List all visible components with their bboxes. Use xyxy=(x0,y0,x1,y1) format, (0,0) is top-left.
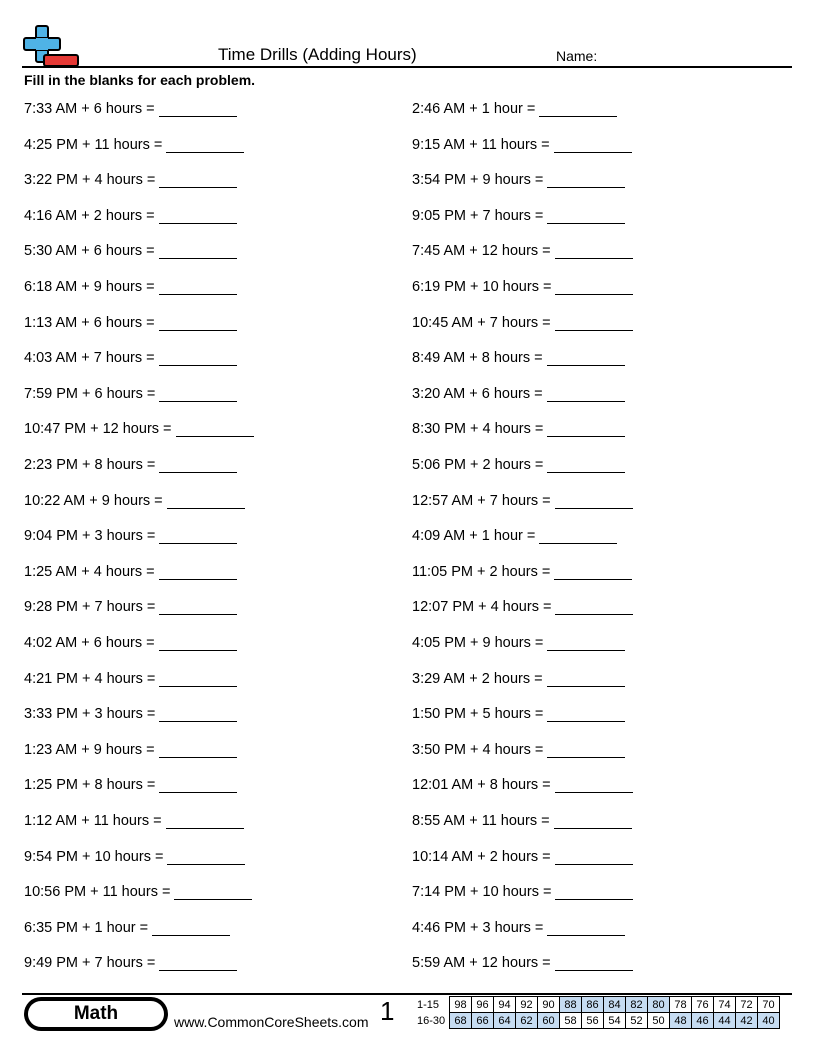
answer-blank[interactable] xyxy=(167,850,245,865)
answer-blank[interactable] xyxy=(547,707,625,722)
problem-item xyxy=(412,101,617,117)
score-cell: 78 xyxy=(670,997,692,1013)
answer-blank[interactable] xyxy=(159,529,237,544)
answer-blank[interactable] xyxy=(159,244,237,259)
problem-text: 11:05 PM + 2 hours = xyxy=(412,563,551,580)
problem-text: 6:35 PM + 1 hour = xyxy=(24,919,149,936)
problem-item xyxy=(24,421,254,437)
problem-text: 5:06 PM + 2 hours = xyxy=(412,457,544,473)
score-cell: 92 xyxy=(516,997,538,1013)
answer-blank[interactable] xyxy=(167,494,245,509)
answer-blank[interactable] xyxy=(547,422,625,437)
problem-item xyxy=(24,777,237,793)
problem-item xyxy=(412,742,625,758)
problem-text: 10:45 AM + 7 hours = xyxy=(412,314,551,331)
problem-item xyxy=(412,777,633,793)
score-cell: 46 xyxy=(692,1013,714,1029)
score-row-label: 16-30 xyxy=(417,1014,446,1027)
answer-blank[interactable] xyxy=(555,778,633,793)
problem-item xyxy=(412,243,633,259)
answer-blank[interactable] xyxy=(159,707,237,722)
problem-item xyxy=(24,884,252,900)
problem-text: 1:12 AM + 11 hours = xyxy=(24,813,162,829)
problem-text: 12:01 AM + 8 hours = xyxy=(412,777,551,794)
problem-text: 3:22 PM + 4 hours = xyxy=(24,172,156,189)
answer-blank[interactable] xyxy=(555,244,633,259)
score-cell: 80 xyxy=(648,997,670,1013)
answer-blank[interactable] xyxy=(159,743,237,758)
problem-item xyxy=(24,279,237,295)
score-cell: 66 xyxy=(472,1013,494,1029)
problem-text: 6:19 PM + 10 hours = xyxy=(412,279,552,295)
score-cell: 74 xyxy=(714,997,736,1013)
score-cell: 42 xyxy=(736,1013,758,1029)
problem-item xyxy=(24,493,245,509)
name-label: Name: xyxy=(556,48,598,64)
problem-text: 2:46 AM + 1 hour = xyxy=(412,101,536,117)
problem-text: 3:20 AM + 6 hours = xyxy=(412,385,543,402)
problem-text: 12:07 PM + 4 hours = xyxy=(412,599,552,616)
problem-item xyxy=(24,137,244,153)
score-cell: 54 xyxy=(604,1013,626,1029)
problem-text: 8:30 PM + 4 hours = xyxy=(412,421,544,438)
answer-blank[interactable] xyxy=(159,209,237,224)
answer-blank[interactable] xyxy=(554,138,632,153)
problem-text: 5:59 AM + 12 hours = xyxy=(412,955,551,972)
instructions: Fill in the blanks for each problem. xyxy=(24,72,256,88)
answer-blank[interactable] xyxy=(547,387,625,402)
problem-item xyxy=(24,955,237,971)
problem-item xyxy=(412,493,633,509)
problem-text: 1:50 PM + 5 hours = xyxy=(412,706,544,723)
problem-text: 5:30 AM + 6 hours = xyxy=(24,243,155,260)
problem-item xyxy=(24,101,237,117)
problem-text: 8:55 AM + 11 hours = xyxy=(412,813,550,829)
score-row xyxy=(417,1013,780,1029)
problem-item xyxy=(24,172,237,188)
score-cell: 86 xyxy=(582,997,604,1013)
problem-item xyxy=(412,671,625,687)
problem-text: 7:14 PM + 10 hours = xyxy=(412,884,552,901)
problem-item xyxy=(412,920,625,936)
problem-item xyxy=(24,706,237,722)
problem-text: 7:45 AM + 12 hours = xyxy=(412,243,551,260)
problem-item xyxy=(412,564,632,580)
score-cell: 56 xyxy=(582,1013,604,1029)
problem-text: 10:56 PM + 11 hours = xyxy=(24,884,171,901)
problem-item xyxy=(412,706,625,722)
problem-text: 4:21 PM + 4 hours = xyxy=(24,670,156,687)
answer-blank[interactable] xyxy=(159,458,237,473)
score-row xyxy=(417,997,780,1013)
problem-item xyxy=(24,671,237,687)
problem-item xyxy=(412,884,633,900)
problem-text: 10:22 AM + 9 hours = xyxy=(24,492,163,509)
problem-text: 3:29 AM + 2 hours = xyxy=(412,670,543,687)
score-cell: 52 xyxy=(626,1013,648,1029)
problem-item xyxy=(412,208,625,224)
problem-text: 9:49 PM + 7 hours = xyxy=(24,955,156,972)
website-url: www.CommonCoreSheets.com xyxy=(174,1014,369,1030)
score-cell: 84 xyxy=(604,997,626,1013)
answer-blank[interactable] xyxy=(159,387,237,402)
problem-text: 2:23 PM + 8 hours = xyxy=(24,457,156,473)
score-cell: 58 xyxy=(560,1013,582,1029)
problem-item xyxy=(24,813,244,829)
problem-item xyxy=(24,457,237,473)
score-cell: 72 xyxy=(736,997,758,1013)
answer-blank[interactable] xyxy=(539,529,617,544)
score-cell: 68 xyxy=(450,1013,472,1029)
answer-blank[interactable] xyxy=(555,850,633,865)
score-cell: 62 xyxy=(516,1013,538,1029)
problem-text: 3:50 PM + 4 hours = xyxy=(412,741,544,758)
subject-badge xyxy=(24,997,168,1031)
score-cell: 60 xyxy=(538,1013,560,1029)
answer-blank[interactable] xyxy=(174,885,252,900)
problem-item xyxy=(24,920,230,936)
problem-item xyxy=(412,386,625,402)
score-cell: 96 xyxy=(472,997,494,1013)
problem-text: 4:09 AM + 1 hour = xyxy=(412,528,536,545)
answer-blank[interactable] xyxy=(554,814,632,829)
subject-label: Math xyxy=(28,1001,164,1027)
score-table xyxy=(417,996,780,1029)
problem-text: 7:59 PM + 6 hours = xyxy=(24,385,156,402)
answer-blank[interactable] xyxy=(547,672,625,687)
score-cell: 48 xyxy=(670,1013,692,1029)
problem-text: 3:33 PM + 3 hours = xyxy=(24,706,156,723)
answer-blank[interactable] xyxy=(547,173,625,188)
problem-item xyxy=(412,599,633,615)
problem-item xyxy=(412,350,625,366)
problem-text: 4:46 PM + 3 hours = xyxy=(412,919,544,936)
problem-text: 4:03 AM + 7 hours = xyxy=(24,350,155,367)
score-cell: 70 xyxy=(758,997,780,1013)
problem-item xyxy=(412,849,633,865)
answer-blank[interactable] xyxy=(547,743,625,758)
problem-item xyxy=(24,742,237,758)
problem-item xyxy=(24,564,237,580)
problem-text: 9:05 PM + 7 hours = xyxy=(412,207,544,224)
problem-item xyxy=(24,208,237,224)
answer-blank[interactable] xyxy=(159,351,237,366)
footer-divider xyxy=(22,993,792,995)
answer-blank[interactable] xyxy=(159,956,237,971)
score-cell: 64 xyxy=(494,1013,516,1029)
answer-blank[interactable] xyxy=(159,316,237,331)
answer-blank[interactable] xyxy=(159,778,237,793)
problem-text: 9:54 PM + 10 hours = xyxy=(24,848,164,865)
problem-text: 9:04 PM + 3 hours = xyxy=(24,528,156,545)
answer-blank[interactable] xyxy=(555,600,633,615)
answer-blank[interactable] xyxy=(547,458,625,473)
score-cell: 50 xyxy=(648,1013,670,1029)
problem-text: 4:02 AM + 6 hours = xyxy=(24,635,155,651)
problem-item xyxy=(412,421,625,437)
problem-item xyxy=(24,350,237,366)
score-cell: 94 xyxy=(494,997,516,1013)
problem-item xyxy=(412,457,625,473)
answer-blank[interactable] xyxy=(555,494,633,509)
problem-text: 6:18 AM + 9 hours = xyxy=(24,279,155,295)
problem-text: 7:33 AM + 6 hours = xyxy=(24,101,155,117)
answer-blank[interactable] xyxy=(547,636,625,651)
answer-blank[interactable] xyxy=(159,565,237,580)
answer-blank[interactable] xyxy=(176,422,254,437)
worksheet-title: Time Drills (Adding Hours) xyxy=(218,45,417,64)
problem-item xyxy=(412,172,625,188)
answer-blank[interactable] xyxy=(166,814,244,829)
problem-item xyxy=(24,635,237,651)
problem-text: 1:13 AM + 6 hours = xyxy=(24,314,155,331)
problem-text: 4:25 PM + 11 hours = xyxy=(24,136,163,153)
answer-blank[interactable] xyxy=(555,280,633,295)
score-cell: 40 xyxy=(758,1013,780,1029)
answer-blank[interactable] xyxy=(159,636,237,651)
answer-blank[interactable] xyxy=(159,173,237,188)
problem-text: 3:54 PM + 9 hours = xyxy=(412,172,544,189)
problem-item xyxy=(412,528,617,544)
problem-text: 1:23 AM + 9 hours = xyxy=(24,741,155,758)
problem-text: 9:28 PM + 7 hours = xyxy=(24,599,156,616)
header-divider xyxy=(22,66,792,68)
score-cell: 76 xyxy=(692,997,714,1013)
score-cell: 82 xyxy=(626,997,648,1013)
problem-text: 4:16 AM + 2 hours = xyxy=(24,207,155,224)
problem-item xyxy=(412,955,633,971)
answer-blank[interactable] xyxy=(159,600,237,615)
problem-item xyxy=(412,137,632,153)
problem-text: 10:47 PM + 12 hours = xyxy=(24,421,172,438)
answer-blank[interactable] xyxy=(152,921,230,936)
answer-blank[interactable] xyxy=(166,138,244,153)
problem-item xyxy=(24,528,237,544)
score-row-label: 1-15 xyxy=(417,998,440,1011)
page-number: 1 xyxy=(380,996,395,1026)
score-cell: 88 xyxy=(560,997,582,1013)
score-cell: 98 xyxy=(450,997,472,1013)
problem-item xyxy=(412,813,632,829)
problem-text: 1:25 AM + 4 hours = xyxy=(24,563,155,580)
problem-item xyxy=(412,635,625,651)
answer-blank[interactable] xyxy=(547,921,625,936)
answer-blank[interactable] xyxy=(547,209,625,224)
plus-minus-logo-icon xyxy=(22,24,80,68)
answer-blank[interactable] xyxy=(555,956,633,971)
problem-text: 9:15 AM + 11 hours = xyxy=(412,136,550,153)
problem-item xyxy=(412,315,633,331)
answer-blank[interactable] xyxy=(159,280,237,295)
answer-blank[interactable] xyxy=(159,102,237,117)
answer-blank[interactable] xyxy=(159,672,237,687)
problem-item xyxy=(24,315,237,331)
problem-text: 8:49 AM + 8 hours = xyxy=(412,350,543,367)
answer-blank[interactable] xyxy=(554,565,632,580)
answer-blank[interactable] xyxy=(555,885,633,900)
answer-blank[interactable] xyxy=(539,102,617,117)
answer-blank[interactable] xyxy=(547,351,625,366)
problem-item xyxy=(412,279,633,295)
problem-text: 12:57 AM + 7 hours = xyxy=(412,492,551,509)
problem-item xyxy=(24,386,237,402)
problem-text: 10:14 AM + 2 hours = xyxy=(412,848,551,865)
problem-item xyxy=(24,849,245,865)
score-cell: 90 xyxy=(538,997,560,1013)
problem-text: 4:05 PM + 9 hours = xyxy=(412,635,544,651)
problem-text: 1:25 PM + 8 hours = xyxy=(24,777,156,794)
answer-blank[interactable] xyxy=(555,316,633,331)
problem-item xyxy=(24,599,237,615)
problem-item xyxy=(24,243,237,259)
score-cell: 44 xyxy=(714,1013,736,1029)
